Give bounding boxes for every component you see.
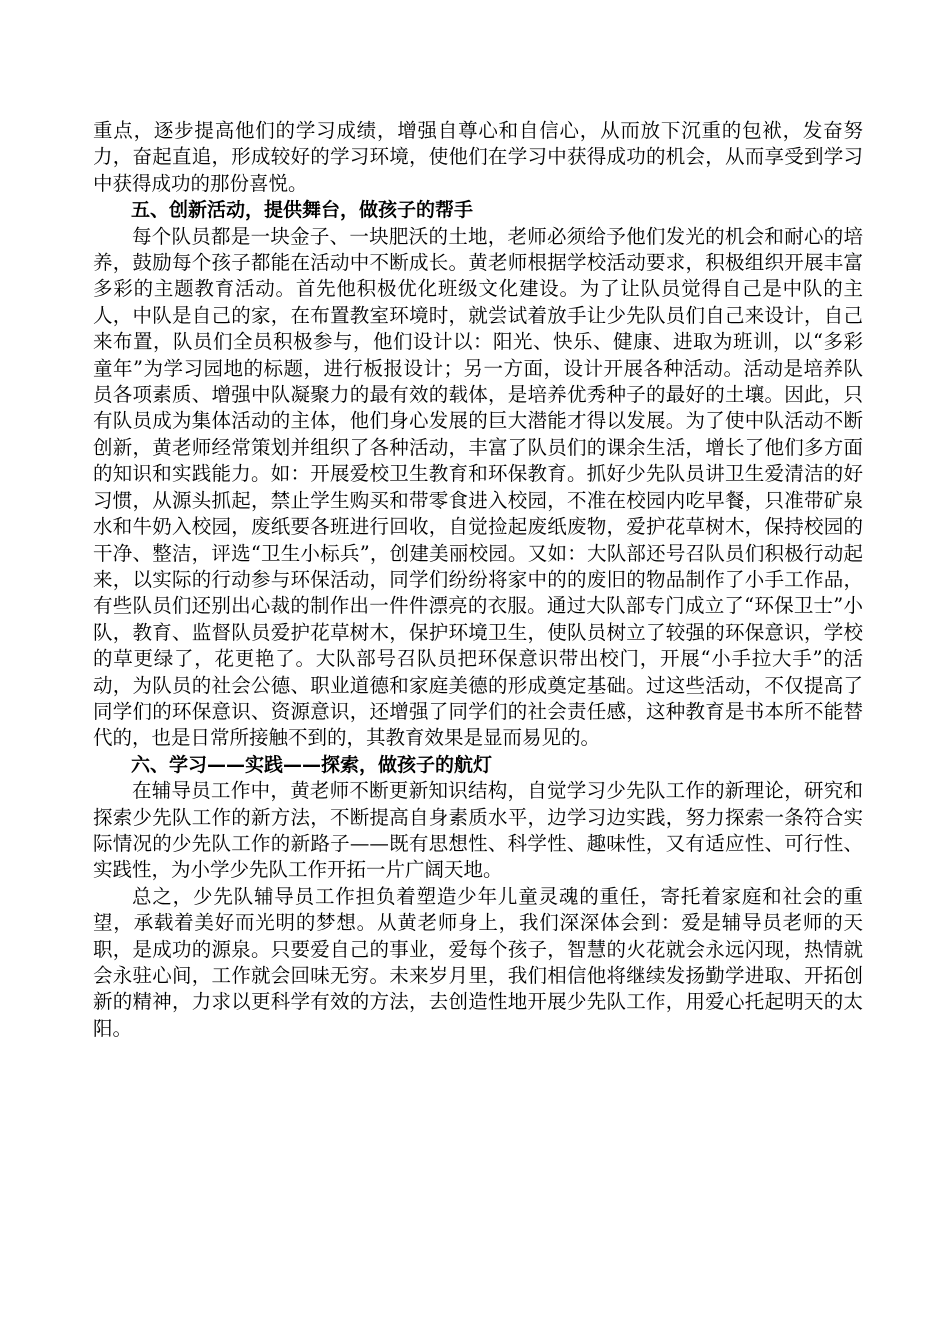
conclusion-paragraph: 总之，少先队辅导员工作担负着塑造少年儿童灵魂的重任，寄托着家庭和社会的重望，承载着美好而光明的梦想。从黄老师身上，我们深深体会到：爱是辅导员老师的天职，是成功的源泉。只要爱自己的事业，爱每个孩子，智慧的火花就会永远闪现，热情就会永驻心间，工作就会回味无穷。未来岁月里，我们相信他将继续发扬勤学进取、开拓创新的精神，力求以更科学有效的方法，去创造性地开展少先队工作，用爱心托起明天的太阳。 xyxy=(93,884,863,1040)
intro-paragraph: 重点，逐步提高他们的学习成绩，增强自尊心和自信心，从而放下沉重的包袱，发奋努力，奋起直追，形成较好的学习环境，使他们在学习中获得成功的机会，从而享受到学习中获得成功的那份喜悦。 xyxy=(93,119,863,195)
section-5-heading: 五、创新活动，提供舞台，做孩子的帮手 xyxy=(131,199,474,222)
section-6-paragraph: 在辅导员工作中，黄老师不断更新知识结构，自觉学习少先队工作的新理论，研究和探索少先队工作的新方法，不断提高自身素质水平，边学习边实践，努力探索一条符合实际情况的少先队工作的新路子——既有思想性、科学性、趣味性，又有适应性、可行性、实践性，为小学少先队工作开拓一片广阔天地。 xyxy=(93,779,863,882)
document-page xyxy=(93,118,863,1042)
section-5-paragraph: 每个队员都是一块金子、一块肥沃的土地，老师必须给予他们发光的机会和耐心的培养，鼓励每个孩子都能在活动中不断成长。黄老师根据学校活动要求，积极组织开展丰富多彩的主题教育活动。首先他积极优化班级文化建设。为了让队员觉得自己是中队的主人，中队是自己的家，在布置教室环境时，就尝试着放手让少先队员们自己来设计，自己来布置，队员们全员积极参与，他们设计以：阳光、快乐、健康、进取为班训，以“多彩童年”为学习园地的标题，进行板报设计；另一方面，设计开展各种活动。活动是培养队员各项素质、增强中队凝聚力的最有效的载体，是培养优秀种子的最好的土壤。因此，只有队员成为集体活动的主体，他们身心发展的巨大潜能才得以发展。为了使中队活动不断创新，黄老师经常策划并组织了各种活动，丰富了队员们的课余生活，增长了他们多方面的知识和实践能力。如：开展爱校卫生教育和环保教育。抓好少先队员讲卫生爱清洁的好习惯，从源头抓起，禁止学生购买和带零食进入校园，不准在校园内吃早餐，只准带矿泉水和牛奶入校园，废纸要各班进行回收，自觉捡起废纸废物，爱护花草树木，保持校园的干净、整洁，评选“卫生小标兵”，创建美丽校园。又如：大队部还号召队员们积极行动起来，以实际的行动参与环保活动，同学们纷纷将家中的的废旧的物品制作了小手工作品，有些队员们还别出心裁的制作出一件件漂亮的衣服。通过大队部专门成立了“环保卫士”小队，教育、监督队员爱护花草树木，保护环境卫生，使队员树立了较强的环保意识，学校的草更绿了，花更艳了。大队部号召队员把环保意识带出校门，开展“小手拉大手”的活动，为队员的社会公德、职业道德和家庭美德的形成奠定基础。过这些活动，不仅提高了同学们的环保意识、资源意识，还增强了同学们的社会责任感，这种教育是书本所不能替代的，也是日常所接触不到的，其教育效果是显而易见的。 xyxy=(93,224,863,750)
section-6-heading: 六、学习——实践——探索，做孩子的航灯 xyxy=(131,753,493,776)
